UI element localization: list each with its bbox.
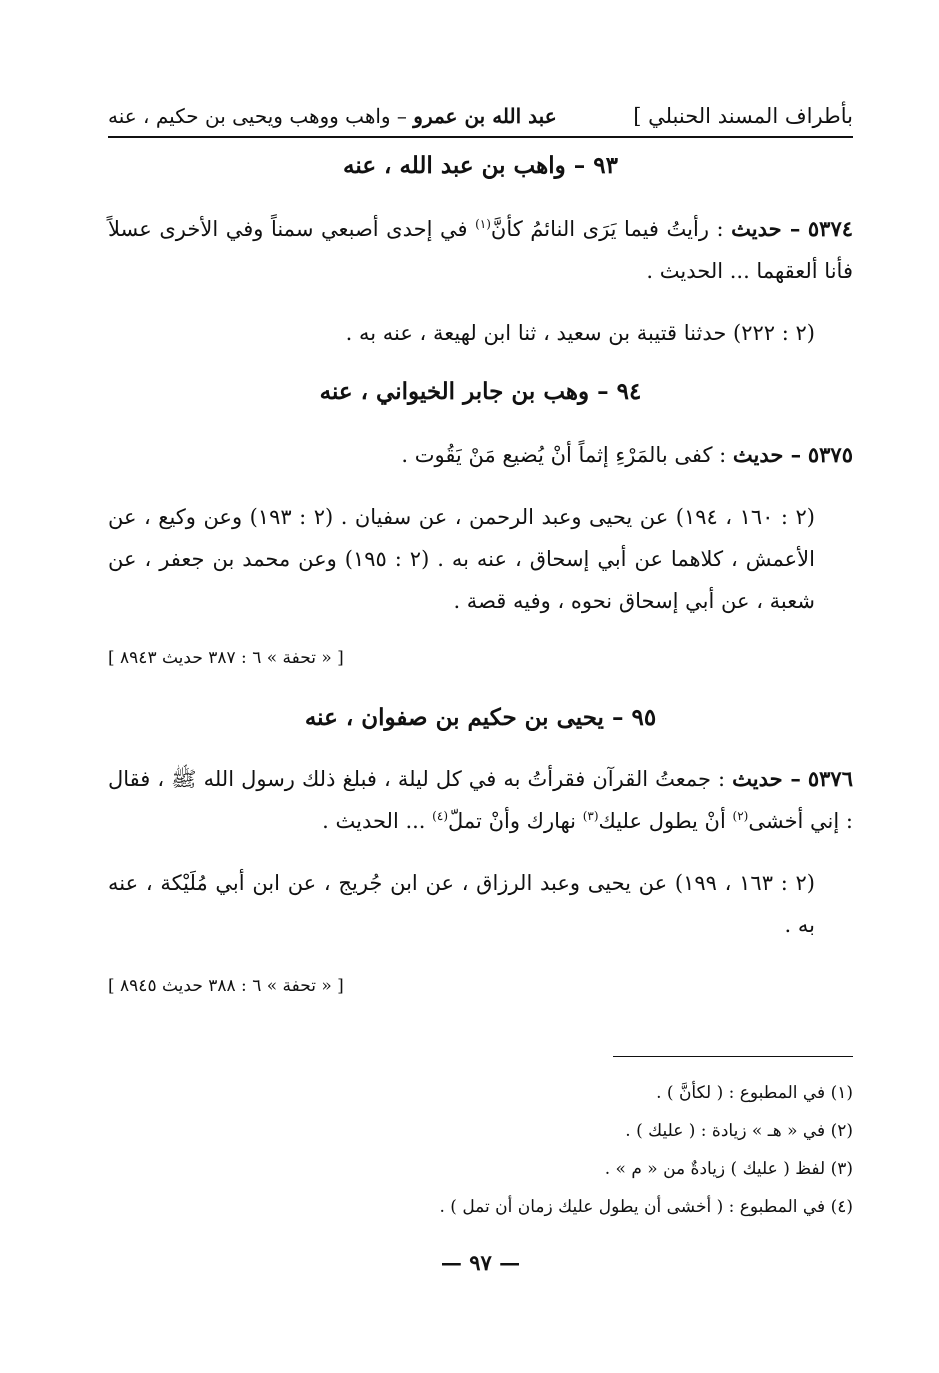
hadith-text: : كفى بالمَرْءِ إثماً أنْ يُضيع مَنْ يَقُوت . [401,443,733,467]
footnote-1: (١) في المطبوع : ( لكأنَّ ) . [656,1083,853,1103]
hadith-keyword: – حديث [731,216,801,241]
hadith-text-cont: أنْ يطول عليك [598,809,733,833]
footnote-2: (٢) في « هـ » زيادة : ( عليك ) . [625,1121,853,1141]
footnotes [108,1074,853,1226]
hadith-keyword: – حديث [732,442,802,467]
section-title-95: ٩٥ – يحيى بن حكيم بن صفوان ، عنه [304,704,657,731]
footnote-marker: (١) [475,217,491,231]
hadith-number: ٥٣٧٤ [807,216,854,241]
hadith-text-cont: ... الحديث . [322,809,433,833]
hadith-text: : جمعتُ القرآن فقرأتُ به في كل ليلة ، فبلغ ذلك رسول الله ﷺ ، فقال : إني أخشى [108,767,853,833]
footnote-3: (٣) لفظ ( عليك ) زيادةٌ من « م » . [604,1159,853,1179]
footnote-marker: (٢) [732,809,749,823]
hadith-text: : رأيتُ فيما يَرَى النائمُ كأنَّ [490,217,732,241]
chain-5375: (٢ : ١٦٠ ، ١٩٤) عن يحيى وعبد الرحمن ، عن سفيان . (٢ : ١٩٣) وعن وكيع ، عن الأعمش ، كلاهما عن أبي إسحاق ، عنه به . (٢ : ١٩٥) وعن محمد بن جعفر ، عن شعبة ، عن أبي إسحاق نحوه ، وفيه قصة . [108,505,815,613]
tuhfa-reference: [ « تحفة » ٦ : ٣٨٨ حديث ٨٩٤٥ ] [108,976,344,996]
footnote-marker: (٣) [582,809,599,823]
footnote-4: (٤) في المطبوع : ( أخشى أن يطول عليك زمان أن تمل ) . [439,1197,853,1217]
hadith-number: ٥٣٧٥ [807,442,853,467]
hadith-5375 [108,434,853,476]
hadith-5376 [108,758,853,842]
document-page [108,0,853,1373]
hadith-keyword: – حديث [732,766,801,791]
hadith-number: ٥٣٧٦ [807,766,853,791]
header-book-title: بأطراف المسند الحنبلي ] [633,104,853,128]
page-number: — ٩٧ — [440,1250,521,1275]
chain-5374: (٢ : ٢٢٢) حدثنا قتيبة بن سعيد ، ثنا ابن لهيعة ، عنه به . [345,321,815,345]
header-chapter-rest: – واهب ووهب ويحيى بن حكيم ، عنه [108,104,414,128]
hadith-text-cont: نهارك وأنْ تملّ [448,809,583,833]
section-title-94: ٩٤ – وهب بن جابر الخيواني ، عنه [319,378,642,405]
header-chapter [108,104,557,128]
footnote-marker: (٤) [432,809,448,823]
section-title-93: ٩٣ – واهب بن عبد الله ، عنه [343,152,618,179]
header-chapter-bold: عبد الله بن عمرو [413,104,557,128]
running-header [108,96,853,138]
hadith-text-cont: في إحدى أصبعي سمناً وفي الأخرى عسلاً فأنا ألعقهما ... الحديث . [108,217,853,283]
tuhfa-reference: [ « تحفة » ٦ : ٣٨٧ حديث ٨٩٤٣ ] [108,648,344,668]
chain-5376: (٢ : ١٦٣ ، ١٩٩) عن يحيى وعبد الرزاق ، عن ابن جُريج ، عن ابن أبي مُلَيْكة ، عنه به . [108,871,815,937]
footnote-separator [613,1056,853,1057]
hadith-5374 [108,208,853,292]
